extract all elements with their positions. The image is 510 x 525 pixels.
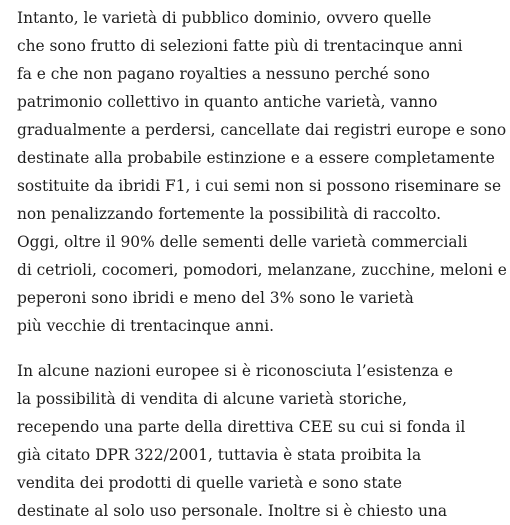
- paragraph-2: [17, 357, 507, 525]
- text-line: gradualmente a perdersi, cancellate dai registri europe e sono: [17, 121, 507, 139]
- text-line: fa e che non pagano royalties a nessuno perché sono: [17, 65, 430, 83]
- text-line: sostituite da ibridi F1, i cui semi non si possono riseminare se: [17, 177, 502, 195]
- text-line: Intanto, le varietà di pubblico dominio, ovvero quelle: [17, 9, 432, 27]
- text-line: vendita dei prodotti di quelle varietà e sono state: [17, 474, 402, 492]
- text-line: che sono frutto di selezioni fatte più di trentacinque anni: [17, 37, 463, 55]
- text-line: destinate al solo uso personale. Inoltre si è chiesto una: [17, 502, 448, 520]
- text-line: recependo una parte della direttiva CEE su cui si fonda il: [17, 418, 466, 436]
- text-line: già citato DPR 322/2001, tuttavia è stata proibita la: [17, 446, 422, 464]
- text-line: più vecchie di trentacinque anni.: [17, 317, 275, 335]
- document-page: [17, 4, 507, 525]
- text-line: non penalizzando fortemente la possibilità di raccolto.: [17, 205, 442, 223]
- text-line: patrimonio collettivo in quanto antiche varietà, vanno: [17, 93, 438, 111]
- paragraph-1: [17, 4, 507, 340]
- text-line: In alcune nazioni europee si è riconosciuta l’esistenza e: [17, 362, 453, 380]
- text-line: Oggi, oltre il 90% delle sementi delle varietà commerciali: [17, 233, 468, 251]
- text-line: di cetrioli, cocomeri, pomodori, melanzane, zucchine, meloni e: [17, 261, 507, 279]
- text-line: peperoni sono ibridi e meno del 3% sono le varietà: [17, 289, 414, 307]
- text-line: destinate alla probabile estinzione e a essere completamente: [17, 149, 495, 167]
- text-line: la possibilità di vendita di alcune varietà storiche,: [17, 390, 407, 408]
